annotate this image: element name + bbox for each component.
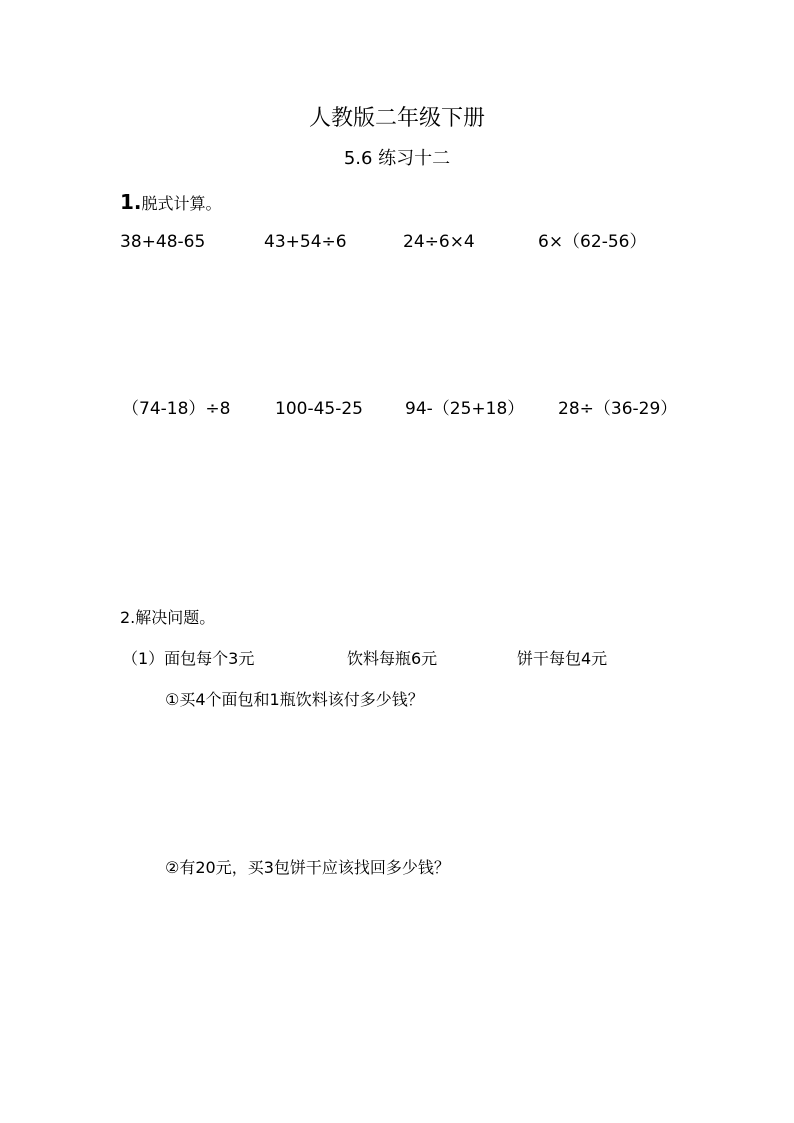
page-subtitle: 5.6 练习十二 (343, 148, 451, 169)
section2-heading: 2.解决问题。 (120, 608, 216, 627)
expression-1-4: 6×（62-56） (538, 232, 647, 252)
question-1: ①买4个面包和1瓶饮料该付多少钱？ (165, 690, 424, 709)
expression-1-3: 24÷6×4 (403, 232, 475, 252)
page-title: 人教版二年级下册 (308, 106, 485, 131)
expression-2-1: （74-18）÷8 (122, 399, 231, 419)
section1-title: 脱式计算。 (141, 194, 222, 213)
section1-heading (120, 192, 222, 212)
question-2: ②有20元，买3包饼干应该找回多少钱？ (165, 858, 450, 877)
problem1-item-drink: 饮料每瓶6元 (347, 649, 438, 668)
problem1-item-biscuit: 饼干每包4元 (517, 649, 608, 668)
expression-2-4: 28÷（36-29） (558, 399, 678, 419)
expression-2-2: 100-45-25 (275, 399, 363, 419)
expression-2-3: 94-（25+18） (405, 399, 525, 419)
section1-number: 1. (120, 190, 142, 214)
expression-1-2: 43+54÷6 (264, 232, 347, 252)
problem1-item-bread: （1）面包每个3元 (122, 649, 255, 668)
expression-1-1: 38+48-65 (120, 232, 206, 252)
